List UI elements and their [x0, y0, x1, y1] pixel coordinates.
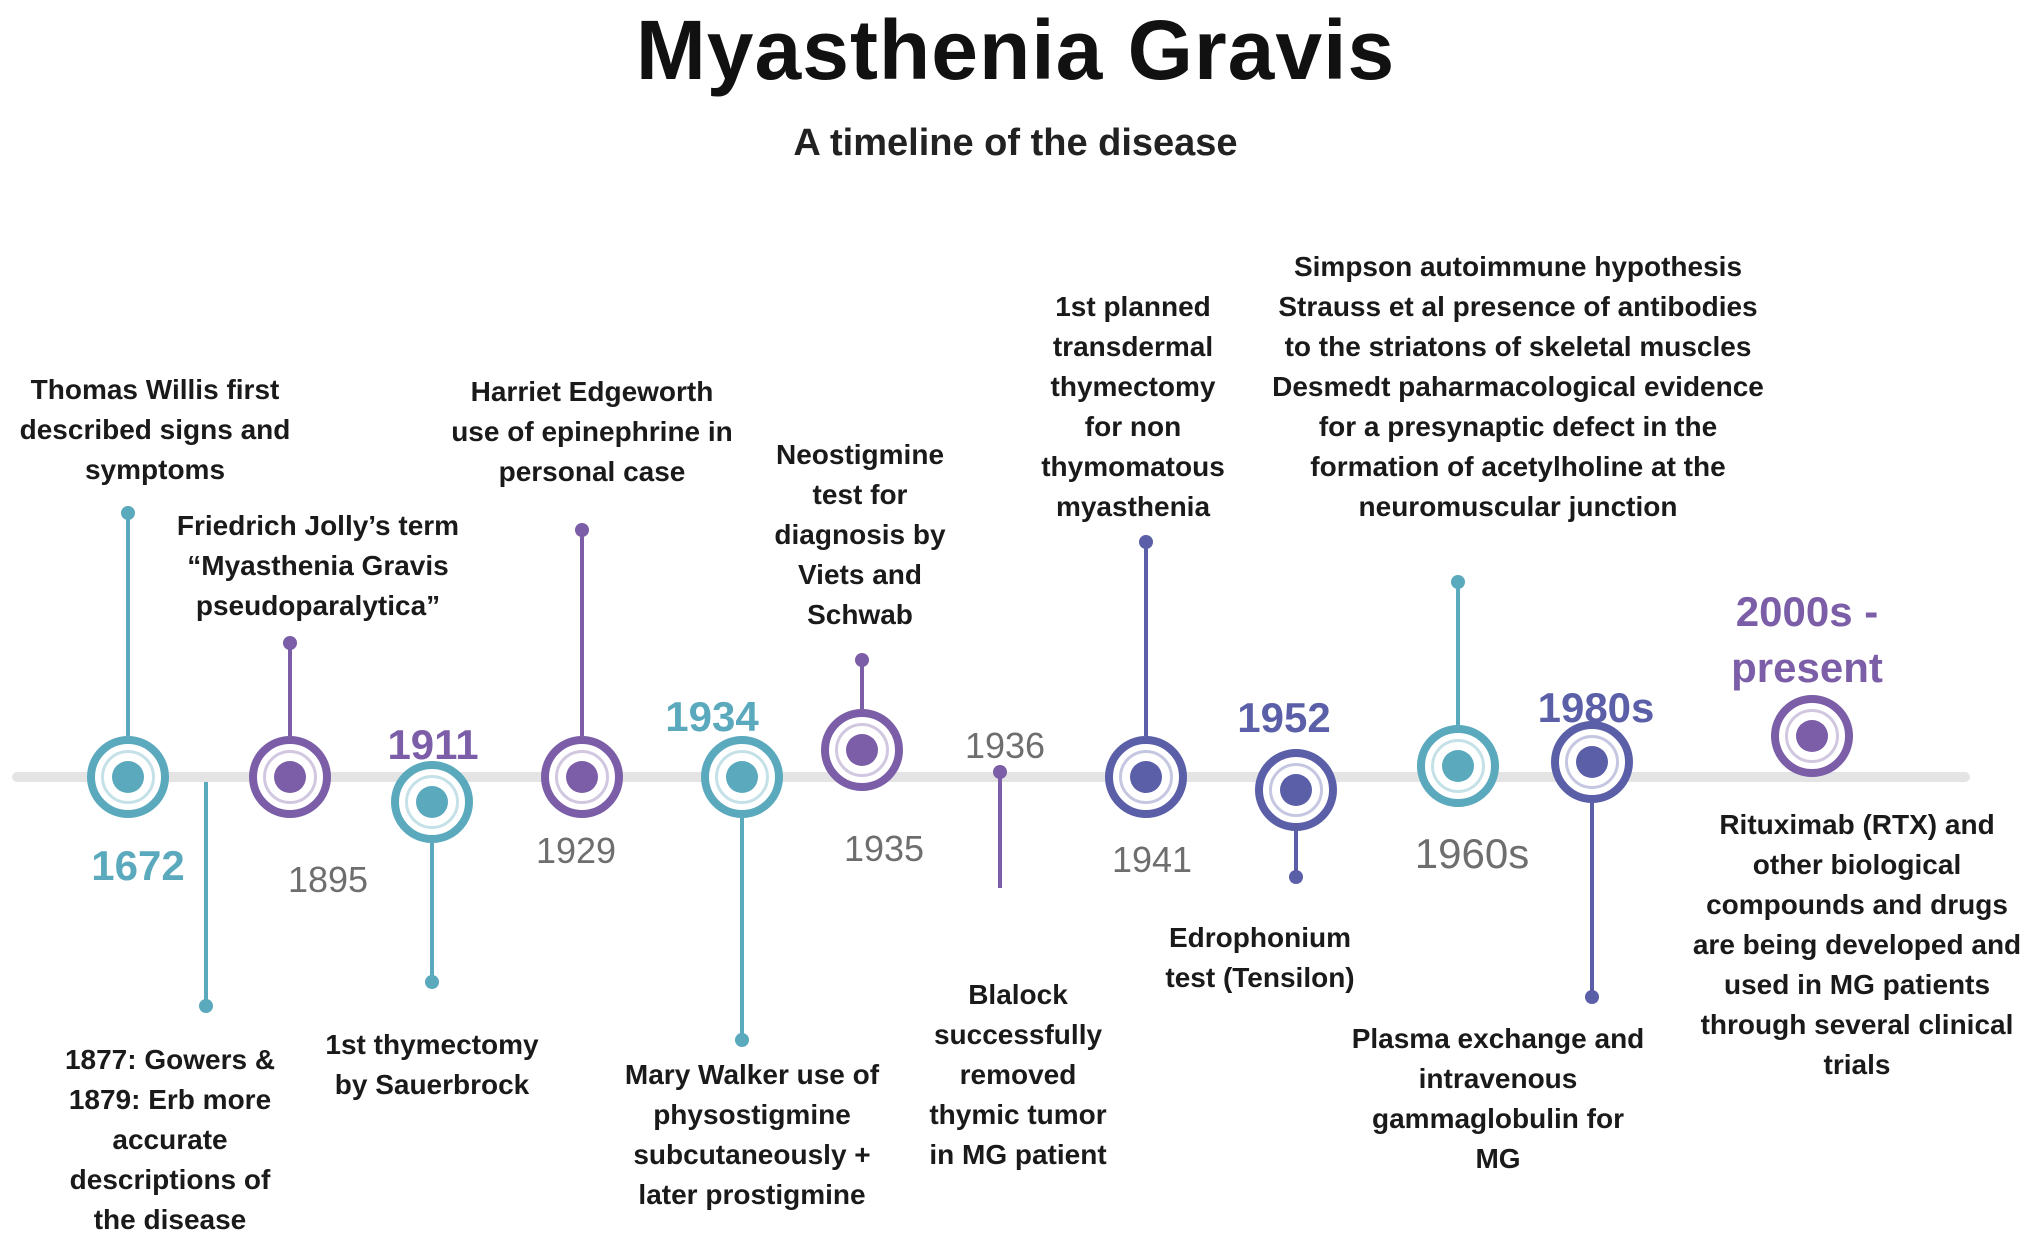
- node-core: [566, 761, 598, 793]
- timeline-stem: [1456, 582, 1460, 725]
- event-year-line: 1929: [535, 830, 617, 871]
- event-description-line: use of epinephrine in: [451, 416, 733, 447]
- event-description-line: successfully: [933, 1019, 1103, 1050]
- event-description-line: Rituximab (RTX) and: [1719, 809, 1995, 840]
- event-description-line: descriptions of: [69, 1164, 271, 1195]
- timeline-stem: [998, 772, 1002, 888]
- event-description: [625, 1055, 879, 1215]
- event-description: [1165, 918, 1354, 998]
- timeline-node: [1105, 736, 1187, 818]
- event-year: [288, 852, 368, 908]
- event-description: [177, 506, 459, 626]
- event-year-line: 1911: [387, 721, 479, 768]
- event-year: [536, 823, 616, 879]
- event-description: [451, 372, 733, 492]
- event-description-line: the disease: [93, 1204, 247, 1235]
- event-year-line: 1980s: [1537, 684, 1655, 731]
- event-year-line: 1952: [1237, 694, 1331, 741]
- node-core: [1576, 746, 1608, 778]
- event-description-line: personal case: [498, 456, 686, 487]
- stem-end-dot: [735, 1033, 749, 1047]
- event-description-line: other biological: [1752, 849, 1962, 880]
- stem-end-dot: [855, 653, 869, 667]
- event-description: [1352, 1019, 1645, 1179]
- node-core: [726, 761, 758, 793]
- stem-end-dot: [425, 975, 439, 989]
- event-description-line: Mary Walker use of: [624, 1059, 880, 1090]
- timeline-stem: [1144, 542, 1148, 736]
- event-year: [91, 838, 184, 894]
- stem-end-dot: [1139, 535, 1153, 549]
- event-description-line: trials: [1823, 1049, 1891, 1080]
- event-description-line: test (Tensilon): [1165, 962, 1355, 993]
- node-core: [274, 761, 306, 793]
- event-description: [65, 1040, 275, 1240]
- event-description-line: to the striatons of skeletal muscles: [1284, 331, 1752, 362]
- event-description-line: 1877: Gowers &: [64, 1044, 276, 1075]
- event-year: [665, 689, 758, 745]
- event-description-line: gammaglobulin for: [1371, 1103, 1624, 1134]
- event-description-line: Viets and: [798, 559, 922, 590]
- event-description-line: for a presynaptic defect in the: [1318, 411, 1718, 442]
- event-description-line: thymectomy: [1050, 371, 1216, 402]
- event-description-line: compounds and drugs: [1706, 889, 2008, 920]
- event-year: [1415, 826, 1529, 882]
- node-core: [112, 761, 144, 793]
- event-description-line: through several clinical: [1700, 1009, 2014, 1040]
- event-description-line: symptoms: [84, 454, 226, 485]
- event-year-line: 1936: [964, 725, 1046, 766]
- timeline-node: [541, 736, 623, 818]
- event-description-line: used in MG patients: [1723, 969, 1991, 1000]
- event-description-line: formation of acetylholine at the: [1310, 451, 1726, 482]
- timeline-stem: [740, 818, 744, 1040]
- event-description-line: described signs and: [19, 414, 291, 445]
- event-description-line: Blalock: [968, 979, 1068, 1010]
- event-description: [325, 1025, 538, 1105]
- event-year-line: 1941: [1111, 839, 1193, 880]
- stem-end-dot: [121, 506, 135, 520]
- event-description-line: Friedrich Jolly’s term: [176, 510, 460, 541]
- event-description-line: Desmedt paharmacological evidence: [1272, 371, 1764, 402]
- node-core: [1442, 750, 1474, 782]
- event-description-line: subcutaneously +: [633, 1139, 871, 1170]
- event-description: [20, 370, 291, 490]
- event-description: [1693, 805, 2021, 1085]
- event-year: [1237, 690, 1330, 746]
- timeline-stem: [580, 530, 584, 736]
- stem-end-dot: [575, 523, 589, 537]
- event-description-line: removed: [959, 1059, 1077, 1090]
- timeline-stem: [1590, 803, 1594, 997]
- event-year-line: 1934: [665, 693, 759, 740]
- timeline-node: [821, 709, 903, 791]
- event-description-line: Harriet Edgeworth: [470, 376, 714, 407]
- timeline-node: [1417, 725, 1499, 807]
- event-year: [965, 718, 1045, 774]
- event-description-line: “Myasthenia Gravis: [187, 550, 449, 581]
- event-year-line: 1895: [287, 859, 369, 900]
- event-description-line: test for: [812, 479, 908, 510]
- event-description-line: in MG patient: [929, 1139, 1107, 1170]
- event-description-line: Strauss et al presence of antibodies: [1278, 291, 1758, 322]
- event-year-line: present: [1731, 644, 1883, 691]
- event-description-line: Schwab: [807, 599, 913, 630]
- node-core: [846, 734, 878, 766]
- event-year: [1731, 584, 1883, 696]
- event-description-line: by Sauerbrock: [334, 1069, 530, 1100]
- event-description-line: 1st thymectomy: [325, 1029, 539, 1060]
- event-description-line: Plasma exchange and: [1351, 1023, 1645, 1054]
- event-description-line: transdermal: [1052, 331, 1214, 362]
- event-description-line: later prostigmine: [638, 1179, 866, 1210]
- page-subtitle: A timeline of the disease: [793, 122, 1238, 164]
- event-description-line: accurate: [112, 1124, 228, 1155]
- event-description: [929, 975, 1106, 1175]
- event-description-line: are being developed and: [1692, 929, 2022, 960]
- event-description-line: myasthenia: [1055, 491, 1211, 522]
- node-core: [1796, 720, 1828, 752]
- node-core: [416, 786, 448, 818]
- event-year-line: 1672: [91, 842, 185, 889]
- event-description-line: MG: [1475, 1143, 1521, 1174]
- node-core: [1280, 774, 1312, 806]
- timeline-node: [701, 736, 783, 818]
- timeline-stem: [1294, 831, 1298, 877]
- event-description-line: intravenous: [1418, 1063, 1578, 1094]
- event-description-line: thymic tumor: [929, 1099, 1107, 1130]
- timeline-node: [1771, 695, 1853, 777]
- event-description-line: 1st planned: [1055, 291, 1211, 322]
- timeline-node: [87, 736, 169, 818]
- timeline-node: [391, 761, 473, 843]
- event-year-line: 1960s: [1414, 830, 1530, 877]
- event-description-line: for non: [1084, 411, 1182, 442]
- event-year-line: 2000s -: [1735, 588, 1879, 635]
- event-description-line: Edrophonium: [1169, 922, 1351, 953]
- timeline-node: [1255, 749, 1337, 831]
- stem-end-dot: [199, 999, 213, 1013]
- stem-end-dot: [283, 636, 297, 650]
- event-year: [844, 821, 924, 877]
- event-description-line: 1879: Erb more: [68, 1084, 272, 1115]
- node-core: [1130, 761, 1162, 793]
- event-description-line: diagnosis by: [774, 519, 946, 550]
- timeline-stem: [430, 843, 434, 982]
- event-description-line: Neostigmine: [775, 439, 945, 470]
- event-year: [1112, 832, 1192, 888]
- event-description-line: physostigmine: [653, 1099, 851, 1130]
- stem-end-dot: [1585, 990, 1599, 1004]
- page-title: Myasthenia Gravis: [635, 3, 1396, 97]
- timeline-stem: [126, 513, 130, 736]
- event-description-line: Thomas Willis first: [30, 374, 280, 405]
- event-description: [774, 435, 945, 635]
- stem-end-dot: [1289, 870, 1303, 884]
- event-year: [387, 717, 478, 773]
- timeline-stem: [204, 782, 208, 1006]
- timeline-stem: [860, 660, 864, 709]
- event-description: [1272, 247, 1764, 527]
- timeline-stem: [288, 643, 292, 736]
- event-description-line: Simpson autoimmune hypothesis: [1293, 251, 1743, 282]
- event-description-line: neuromuscular junction: [1358, 491, 1678, 522]
- event-description: [1041, 287, 1225, 527]
- event-description-line: pseudoparalytica”: [195, 590, 441, 621]
- event-description-line: thymomatous: [1041, 451, 1225, 482]
- stem-end-dot: [1451, 575, 1465, 589]
- timeline-node: [249, 736, 331, 818]
- event-year: [1538, 680, 1655, 736]
- event-year-line: 1935: [843, 828, 925, 869]
